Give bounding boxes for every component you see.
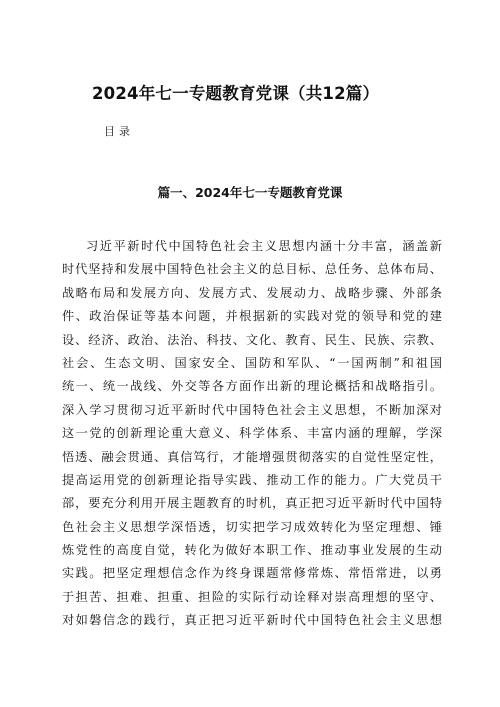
body-line: 悟透、融会贯通、真信笃行，才能增强贯彻落实的自觉性坚定性， <box>62 449 442 464</box>
body-line: 色社会主义思想学深悟透，切实把学习成效转化为坚定理想、锤 <box>62 519 442 534</box>
document-title: 2024年七一专题教育党课（共12篇） <box>92 84 380 103</box>
body-line: 时代坚持和发展中国特色社会主义的总目标、总任务、总体布局、 <box>62 262 442 277</box>
body-line: 件、政治保证等基本问题，并根据新的实践对党的领导和党的建 <box>62 309 442 324</box>
body-line: 对如磐信念的践行，真正把习近平新时代中国特色社会主义思想 <box>62 613 442 628</box>
body-line: 习近平新时代中国特色社会主义思想内涵十分丰富，涵盖新 <box>86 239 442 253</box>
body-line: 炼党性的高度自觉，转化为做好本职工作、推动事业发展的生动 <box>62 543 442 558</box>
body-line: 于担苦、担难、担重、担险的实际行动诠释对崇高理想的坚守、 <box>62 589 442 604</box>
table-of-contents-label: 目录 <box>104 125 134 138</box>
section-heading: 篇一、2024年七一专题教育党课 <box>157 185 343 200</box>
body-line: 设、经济、政治、法治、科技、文化、教育、民生、民族、宗教、 <box>62 332 442 347</box>
body-line: 社会、生态文明、国家安全、国防和军队、“一国两制”和祖国 <box>62 355 442 370</box>
body-line: 统一、统一战线、外交等各方面作出新的理论概括和战略指引。 <box>62 379 442 394</box>
body-line: 提高运用党的创新理论指导实践、推动工作的能力。广大党员干 <box>62 472 442 487</box>
body-line: 部，要充分利用开展主题教育的时机，真正把习近平新时代中国特 <box>62 496 442 511</box>
body-line: 实践。把坚定理想信念作为终身课题常修常炼、常悟常进，以勇 <box>62 566 442 581</box>
body-line: 深入学习贯彻习近平新时代中国特色社会主义思想，不断加深对 <box>62 402 442 417</box>
body-text <box>62 235 442 633</box>
body-line: 战略布局和发展方向、发展方式、发展动力、战略步骤、外部条 <box>62 285 442 300</box>
body-line: 这一党的创新理论重大意义、科学体系、丰富内涵的理解，学深 <box>62 426 442 441</box>
